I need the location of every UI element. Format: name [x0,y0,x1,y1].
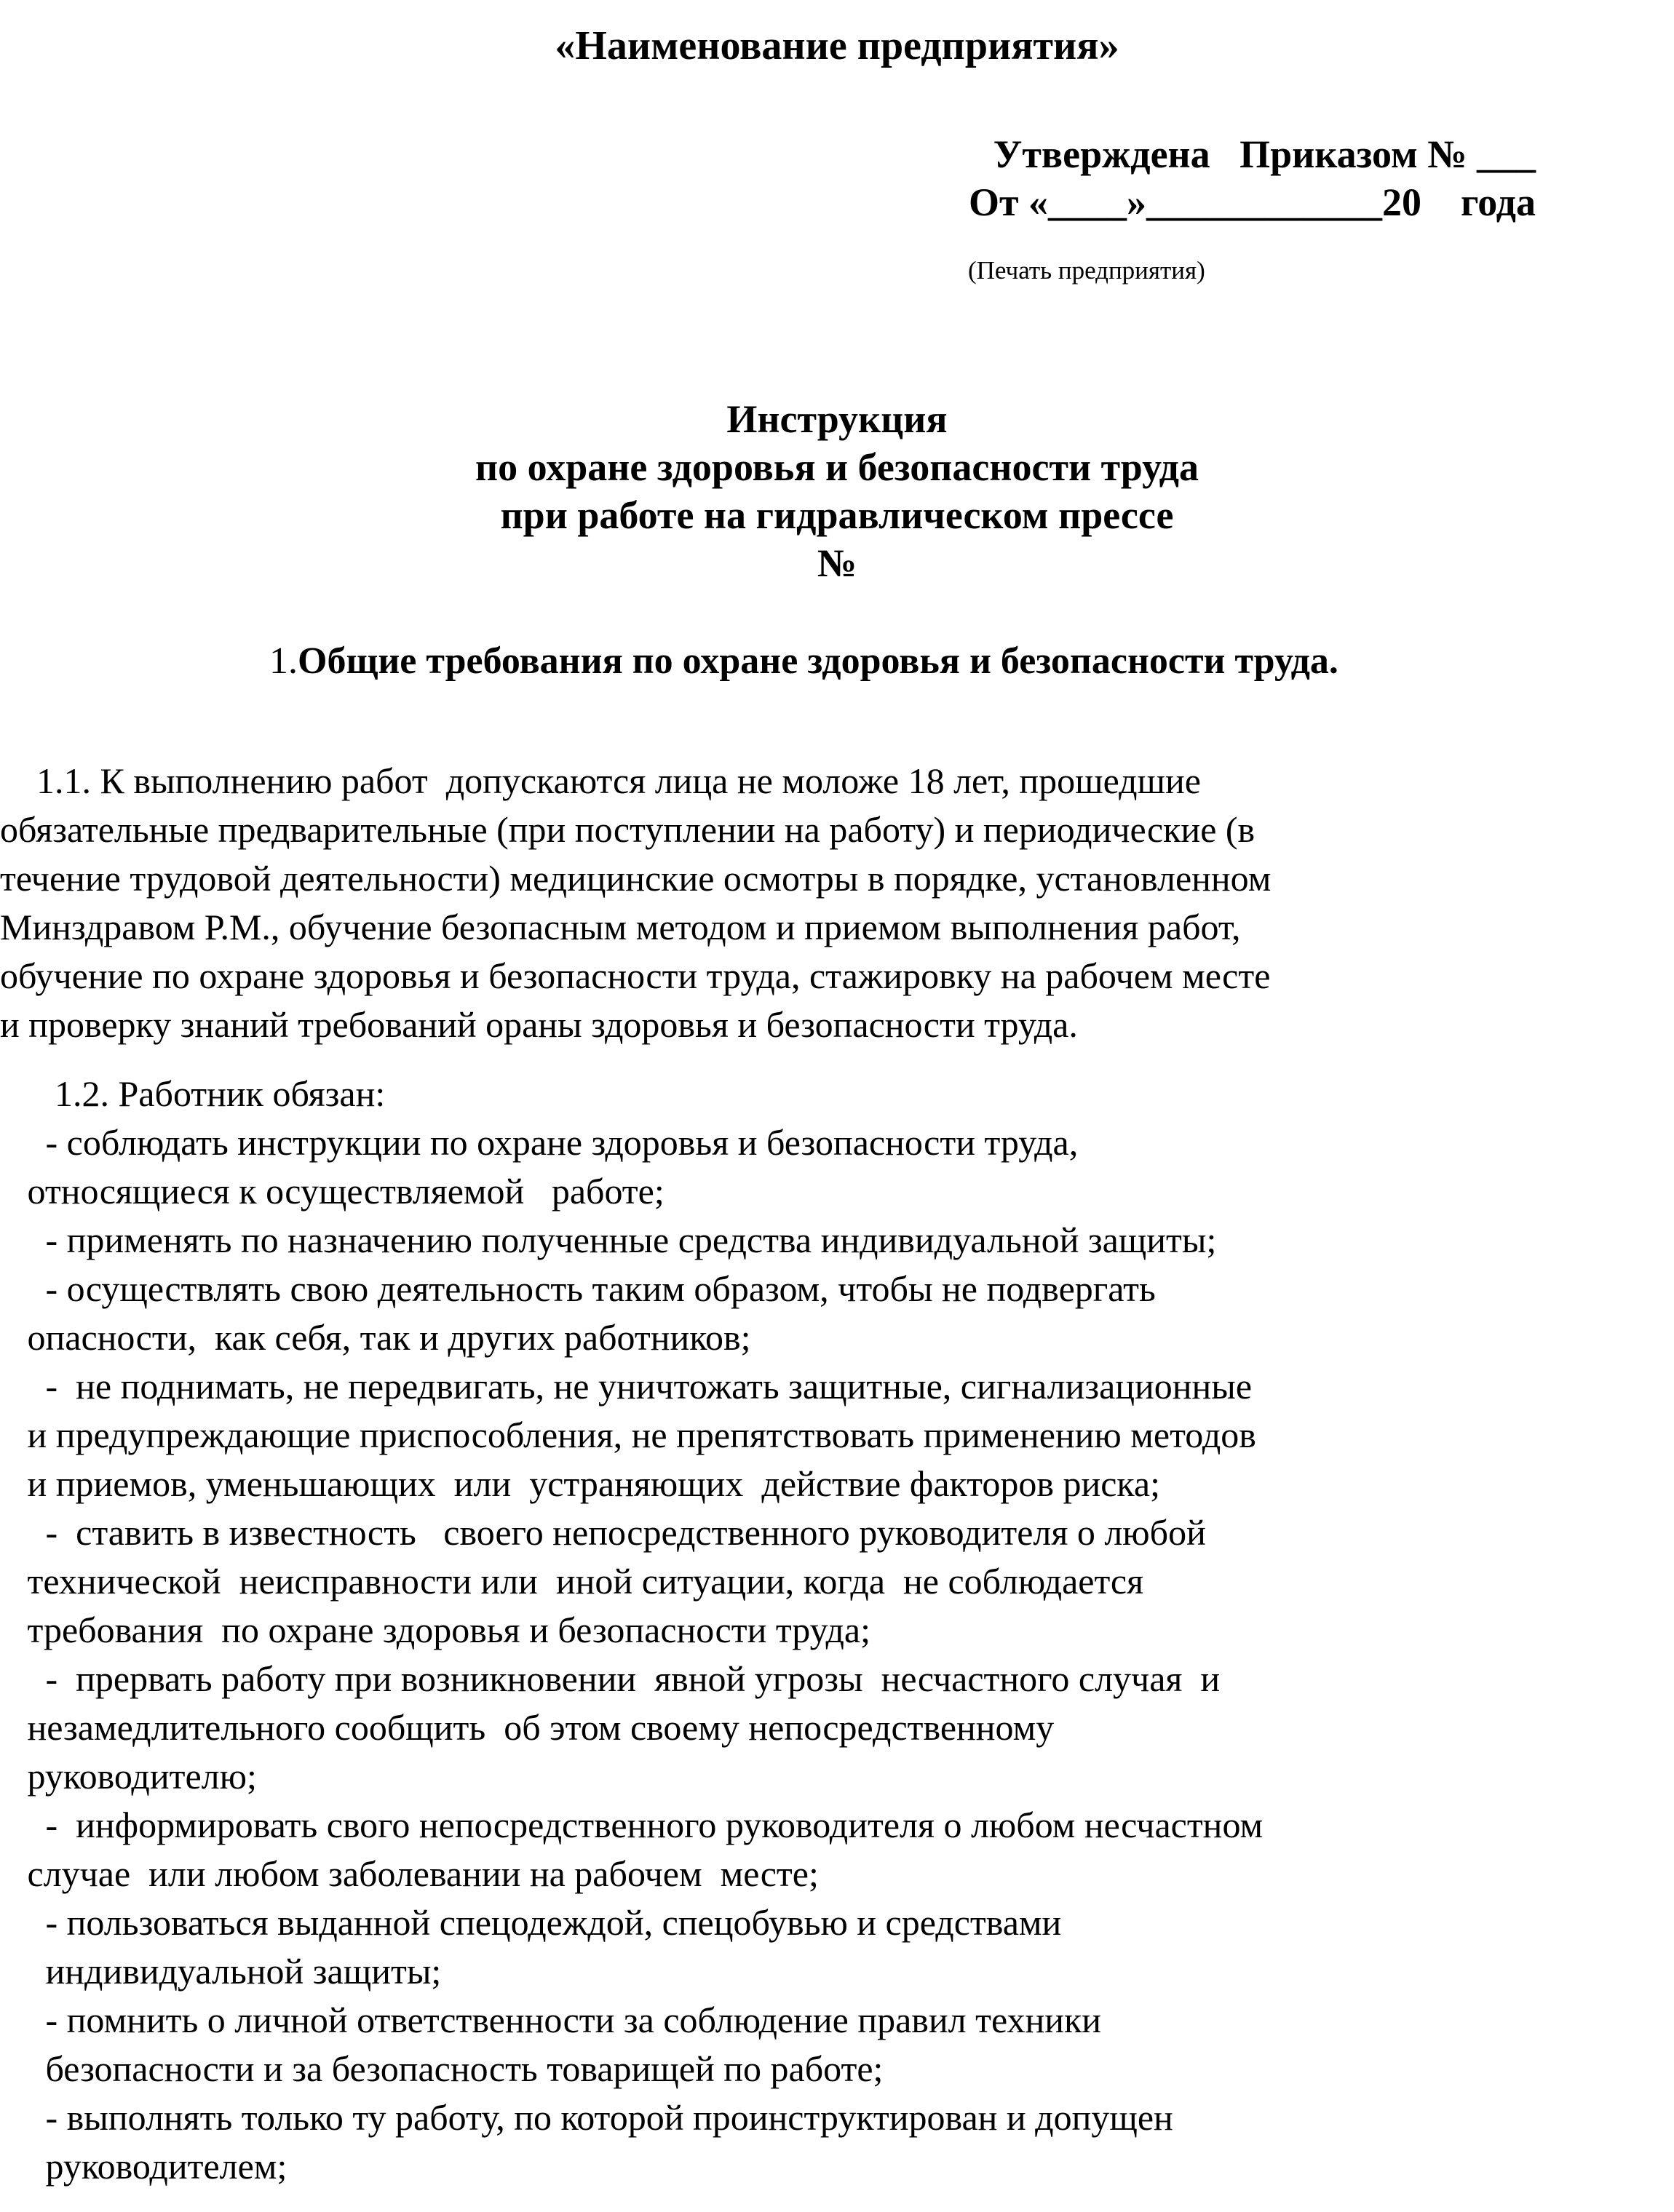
body-line: - пользоваться выданной спецодеждой, спецобувью и средствами [0,1902,1062,1943]
title-line-2: по охране здоровья и безопасности труда [475,445,1199,489]
body-line: руководителем; [0,2146,287,2187]
body-line: и предупреждающие приспособления, не препятствовать применению методов [0,1415,1256,1455]
body-line: 1.1. К выполнению работ допускаются лица не моложе 18 лет, прошедшие [0,760,1201,801]
title-line-4: № [817,541,857,585]
approval-order-line: Утверждена Приказом № ___ [993,132,1536,176]
body-line: - осуществлять свою деятельность таким образом, чтобы не подвергать [0,1268,1156,1309]
body-line: - не поднимать, не передвигать, не уничтожать защитные, сигнализационные [0,1366,1253,1407]
body-line: обязательные предварительные (при поступлении на работу) и периодические (в [0,809,1256,850]
body-line: относящиеся к осуществляемой работе; [0,1171,665,1212]
body-line: - прервать работу при возникновении явной угрозы несчастного случая и [0,1658,1221,1699]
body-line: руководителю; [0,1756,257,1797]
body-line: требования по охране здоровья и безопасности труда; [0,1610,871,1650]
body-line: - выполнять только ту работу, по которой проинструктирован и допущен [0,2097,1173,2138]
body-line: - соблюдать инструкции по охране здоровья и безопасности труда, [0,1122,1079,1163]
title-line-1: Инструкция [726,397,948,441]
body-line: случае или любом заболевании на рабочем месте; [0,1853,819,1894]
body-line: опасности, как себя, так и других работников; [0,1317,751,1358]
organization-name: «Наименование предприятия» [555,23,1119,68]
body-line: технической неисправности или иной ситуации, когда не соблюдается [0,1561,1144,1602]
body-line: течение трудовой деятельности) медицинские осмотры в порядке, установленном [0,858,1272,899]
body-line: и приемов, уменьшающих или устраняющих действие факторов риска; [0,1463,1161,1504]
section-heading-text: Общие требования по охране здоровья и безопасности труда. [298,640,1338,682]
body-line: - помнить о личной ответственности за соблюдение правил техники [0,2000,1102,2040]
section-1-heading [269,637,1338,685]
body-line: - информировать свого непосредственного руководителя о любом несчастном [0,1805,1264,1845]
seal-note: (Печать предприятия) [968,256,1205,285]
section-number: 1. [269,640,298,682]
body-line: незамедлительного сообщить об этом своему непосредственному [0,1707,1055,1748]
body-line: - ставить в известность своего непосредственного руководителя о любой [0,1512,1206,1553]
body-line: и проверку знаний требований ораны здоровья и безопасности труда. [0,1004,1078,1045]
approval-date-line: От «____»____________20 года [969,180,1536,224]
body-line: - применять по назначению полученные средства индивидуальной защиты; [0,1220,1217,1260]
title-line-3: при работе на гидравлическом прессе [500,493,1174,537]
body-line: безопасности и за безопасность товарищей по работе; [0,2048,884,2089]
body-line: индивидуальной защиты; [0,1951,442,1992]
body-line: 1.2. Работник обязан: [0,1073,386,1114]
body-line: обучение по охране здоровья и безопасности труда, стажировку на рабочем месте [0,955,1271,996]
body-line: Минздравом Р.М., обучение безопасным методом и приемом выполнения работ, [0,907,1241,947]
